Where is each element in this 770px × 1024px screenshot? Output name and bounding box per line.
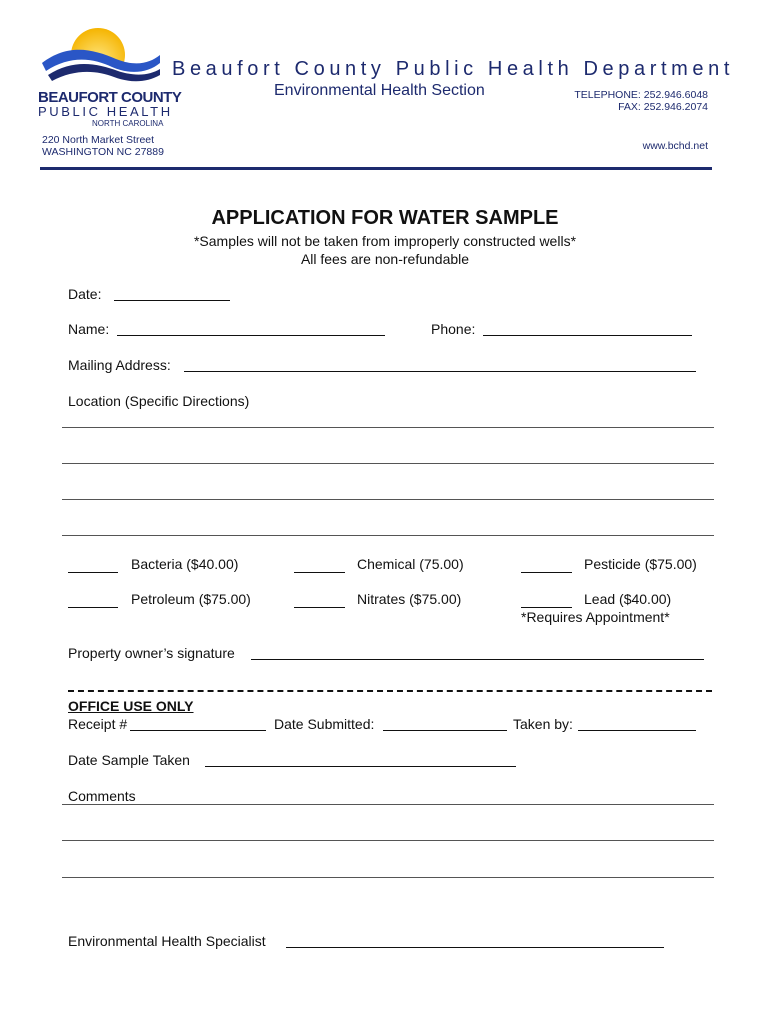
name-field[interactable] xyxy=(117,335,385,336)
date-field[interactable] xyxy=(114,300,230,301)
mailing-address-label: Mailing Address: xyxy=(68,357,171,373)
comments-line-1[interactable] xyxy=(62,804,714,805)
website-link[interactable]: www.bchd.net xyxy=(642,140,708,152)
well-notice: *Samples will not be taken from improperly constructed wells* xyxy=(193,233,577,249)
comments-label: Comments xyxy=(68,788,136,804)
specialist-label: Environmental Health Specialist xyxy=(68,933,266,949)
receipt-label: Receipt # xyxy=(68,716,128,732)
bacteria-option: Bacteria ($40.00) xyxy=(131,556,239,572)
receipt-field[interactable] xyxy=(130,730,266,731)
office-divider xyxy=(68,690,712,692)
bacteria-check-line[interactable] xyxy=(68,572,118,573)
name-label: Name: xyxy=(68,321,110,337)
petroleum-check-line[interactable] xyxy=(68,607,118,608)
petroleum-option: Petroleum ($75.00) xyxy=(131,591,251,607)
organization-name: Beaufort County Public Health Department xyxy=(172,58,734,80)
pesticide-option: Pesticide ($75.00) xyxy=(584,556,697,572)
fax: FAX: 252.946.2074 xyxy=(618,101,708,113)
address-block xyxy=(42,134,164,158)
chemical-option: Chemical (75.00) xyxy=(357,556,464,572)
lead-check-line[interactable] xyxy=(521,607,572,608)
chemical-check-line[interactable] xyxy=(294,572,345,573)
specialist-signature-field[interactable] xyxy=(286,947,664,948)
nitrates-check-line[interactable] xyxy=(294,607,345,608)
header-divider xyxy=(40,167,712,170)
logo-line-1: BEAUFORT COUNTY xyxy=(38,89,182,106)
location-line-3[interactable] xyxy=(62,499,714,500)
contact-block xyxy=(574,89,708,113)
comments-line-3[interactable] xyxy=(62,877,714,878)
phone-label: Phone: xyxy=(431,321,476,337)
section-name: Environmental Health Section xyxy=(274,82,485,99)
location-line-1[interactable] xyxy=(62,427,714,428)
county-logo xyxy=(38,25,182,128)
form-title: APPLICATION FOR WATER SAMPLE xyxy=(211,207,559,229)
date-sample-taken-label: Date Sample Taken xyxy=(68,752,190,768)
location-line-2[interactable] xyxy=(62,463,714,464)
sun-wave-logo-icon xyxy=(38,25,163,85)
comments-line-2[interactable] xyxy=(62,840,714,841)
signature-field[interactable] xyxy=(251,659,704,660)
date-submitted-field[interactable] xyxy=(383,730,507,731)
mailing-address-field[interactable] xyxy=(184,371,696,372)
taken-by-field[interactable] xyxy=(578,730,696,731)
location-label: Location (Specific Directions) xyxy=(68,393,250,409)
phone-field[interactable] xyxy=(483,335,692,336)
location-line-4[interactable] xyxy=(62,535,714,536)
pesticide-check-line[interactable] xyxy=(521,572,572,573)
address-line-2: WASHINGTON NC 27889 xyxy=(42,146,164,158)
date-label: Date: xyxy=(68,286,102,302)
lead-appointment-note: *Requires Appointment* xyxy=(521,609,670,625)
logo-line-3: NORTH CAROLINA xyxy=(92,119,164,128)
logo-line-2: PUBLIC HEALTH xyxy=(38,104,173,119)
date-sample-taken-field[interactable] xyxy=(205,766,516,767)
telephone: TELEPHONE: 252.946.6048 xyxy=(574,89,708,101)
office-use-heading: OFFICE USE ONLY xyxy=(68,698,194,714)
taken-by-label: Taken by: xyxy=(513,716,573,732)
nitrates-option: Nitrates ($75.00) xyxy=(357,591,462,607)
signature-label: Property owner’s signature xyxy=(68,645,235,661)
address-line-1: 220 North Market Street xyxy=(42,134,155,146)
lead-option: Lead ($40.00) xyxy=(584,591,672,607)
fee-notice: All fees are non-refundable xyxy=(300,251,470,267)
date-submitted-label: Date Submitted: xyxy=(274,716,375,732)
